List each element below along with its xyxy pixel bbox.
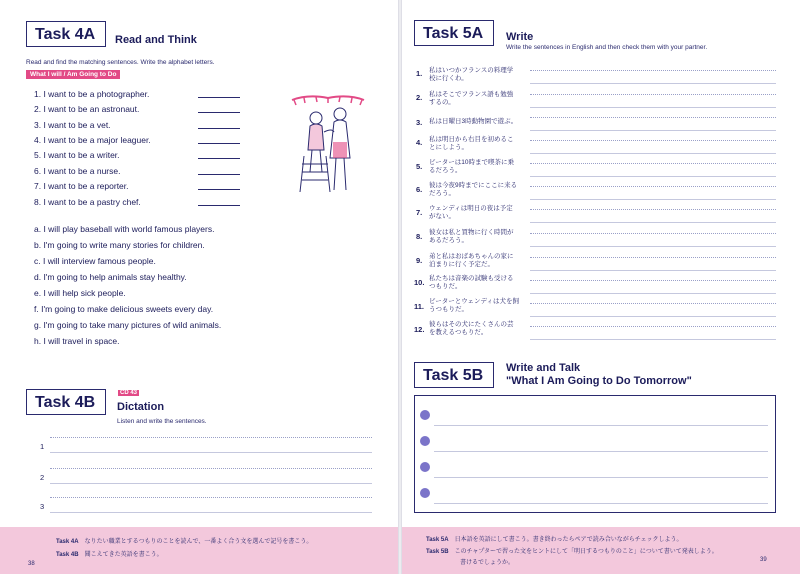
guide-line [530, 186, 776, 187]
guide-line [530, 94, 776, 95]
footer-tag: Task 4A [56, 539, 79, 545]
numbered-item-8: 8. I want to be a pastry chef. [34, 197, 141, 207]
write-line-11[interactable] [530, 316, 776, 317]
task-5a-instruction: Write the sentences in English and then check them with your partner. [506, 44, 708, 51]
guide-line [530, 117, 776, 118]
footer-row-2 [56, 549, 163, 558]
item-number: 1. [416, 69, 423, 78]
lettered-item-b: b. I'm going to write many stories for children. [34, 240, 205, 250]
dictation-number-2: 2 [40, 473, 45, 482]
task-5a-label: Task 5A [414, 20, 494, 46]
japanese-prompt: ピーターとウェンディは犬を飼うつもりだ。 [429, 298, 519, 313]
japanese-prompt: 私は明日から右目を初めることにしよう。 [429, 136, 514, 151]
task-5b-subtitle: "What I Am Going to Do Tomorrow" [506, 375, 692, 387]
numbered-item-5: 5. I want to be a writer. [34, 150, 120, 160]
guide-line [530, 140, 776, 141]
dictation-guide-line [50, 437, 372, 438]
task-4b-instruction: Listen and write the sentences. [117, 418, 207, 425]
task-4a-title: Read and Think [115, 34, 197, 46]
answer-blank-1[interactable] [198, 97, 240, 98]
japanese-prompt: 彼らはその犬にたくさんの芸を教えるつもりだ。 [429, 321, 514, 336]
answer-blank-5[interactable] [198, 158, 240, 159]
footer-tag: Task 5A [426, 537, 449, 543]
bullet-icon [420, 488, 430, 498]
footer-tag: Task 4B [56, 552, 79, 558]
item-number: 10. [414, 278, 425, 287]
lettered-item-g: g. I'm going to take many pictures of wild animals. [34, 320, 222, 330]
numbered-item-7: 7. I want to be a reporter. [34, 181, 129, 191]
dictation-guide-line [50, 497, 372, 498]
lettered-item-c: c. I will interview famous people. [34, 256, 156, 266]
dictation-number-3: 3 [40, 502, 45, 511]
footer-row-2 [426, 546, 718, 555]
write-line-2[interactable] [530, 107, 776, 108]
item-number: 4. [416, 138, 423, 147]
item-number: 5. [416, 162, 423, 171]
write-line-12[interactable] [530, 339, 776, 340]
numbered-item-4: 4. I want to be a major leaguer. [34, 135, 151, 145]
japanese-prompt: 私は日曜日3時動物園で遊ぶ。 [429, 118, 518, 125]
japanese-prompt: 彼は今夜9時までにここに来るだろう。 [429, 182, 518, 197]
page-number: 38 [28, 561, 35, 567]
japanese-prompt: 彼女は私と買物に行く時間があるだろう。 [429, 229, 514, 244]
lettered-item-d: d. I'm going to help animals stay healthy. [34, 272, 187, 282]
bullet-icon [420, 436, 430, 446]
write-line-9[interactable] [530, 270, 776, 271]
guide-line [530, 163, 776, 164]
illustration-figures-icon [288, 92, 368, 196]
item-number: 2. [416, 93, 423, 102]
footer-row-1 [426, 534, 683, 543]
dictation-write-line-2[interactable] [50, 483, 372, 484]
write-line-10[interactable] [530, 293, 776, 294]
talk-line-1[interactable] [434, 425, 768, 426]
cd-track-badge: CD 43 [120, 390, 138, 396]
task-4b-title: Dictation [117, 401, 165, 413]
lettered-item-a: a. I will play baseball with world famous players. [34, 224, 215, 234]
write-line-5[interactable] [530, 176, 776, 177]
guide-line [530, 257, 776, 258]
write-line-1[interactable] [530, 83, 776, 84]
guide-line [530, 303, 776, 304]
answer-blank-3[interactable] [198, 128, 240, 129]
talk-writing-frame [414, 395, 776, 513]
guide-line [530, 326, 776, 327]
answer-blank-6[interactable] [198, 174, 240, 175]
dictation-write-line-3[interactable] [50, 512, 372, 513]
footer-text: 日本語を英語にして書こう。書き終わったらペアで読み合いながらチェックしよう。 [454, 537, 683, 543]
japanese-prompt: 私たちは音楽の試験も受けるつもりだ。 [429, 275, 514, 290]
task-4a-instruction: Read and find the matching sentences. Write the alphabet letters. [26, 59, 215, 66]
numbered-item-3: 3. I want to be a vet. [34, 120, 111, 130]
japanese-prompt: 私はいつかフランスの料理学校に行くわ。 [429, 67, 514, 82]
guide-line [530, 209, 776, 210]
dictation-write-line-1[interactable] [50, 452, 372, 453]
left-footer [0, 527, 398, 574]
task-5b-label: Task 5B [414, 362, 494, 388]
footer-text: 書けるでしょうか。 [460, 560, 514, 566]
talk-line-4[interactable] [434, 503, 768, 504]
japanese-prompt: 私はそこでフランス語も勉強するの。 [429, 91, 514, 106]
footer-text: 聞こえてきた英語を書こう。 [84, 552, 163, 558]
numbered-item-2: 2. I want to be an astronaut. [34, 104, 140, 114]
write-line-7[interactable] [530, 222, 776, 223]
item-number: 7. [416, 208, 423, 217]
item-number: 8. [416, 232, 423, 241]
left-page [0, 0, 398, 574]
page-number: 39 [760, 557, 767, 563]
write-line-3[interactable] [530, 130, 776, 131]
lettered-item-f: f. I'm going to make delicious sweets every day. [34, 304, 214, 314]
task-4a-label: Task 4A [26, 21, 106, 47]
answer-blank-8[interactable] [198, 205, 240, 206]
bullet-icon [420, 410, 430, 420]
numbered-item-1: 1. I want to be a photographer. [34, 89, 150, 99]
footer-text: このチャプターで習った文をヒントにして「明日するつもりのこと」について書いて発表しよう。 [454, 549, 718, 555]
japanese-prompt: ピーターは10時まで喫茶に乗るだろう。 [429, 159, 514, 174]
write-line-6[interactable] [530, 199, 776, 200]
right-footer [402, 527, 800, 574]
item-number: 6. [416, 185, 423, 194]
task-5a-title: Write [506, 31, 534, 43]
lettered-item-h: h. I will travel in space. [34, 336, 120, 346]
numbered-item-6: 6. I want to be a nurse. [34, 166, 121, 176]
section-label: What I will / Am Going to Do [26, 70, 120, 79]
answer-blank-4[interactable] [198, 143, 240, 144]
dictation-number-1: 1 [40, 442, 45, 451]
item-number: 11. [414, 302, 425, 311]
footer-tag: Task 5B [426, 549, 449, 555]
talk-line-2[interactable] [434, 451, 768, 452]
bullet-icon [420, 462, 430, 472]
item-number: 3. [416, 118, 423, 127]
dictation-guide-line [50, 468, 372, 469]
item-number: 9. [416, 256, 423, 265]
task-4b-label: Task 4B [26, 389, 106, 415]
footer-row-3 [460, 557, 514, 566]
footer-row-1 [56, 536, 312, 545]
lettered-item-e: e. I will help sick people. [34, 288, 126, 298]
answer-blank-7[interactable] [198, 189, 240, 190]
japanese-prompt: 弟と私はおばあちゃんの家に泊まりに行く予定だ。 [429, 253, 514, 268]
footer-text: なりたい職業とするつもりのことを読んで、一番よく合う文を選んで記号を書こう。 [84, 539, 313, 545]
item-number: 12. [414, 325, 425, 334]
write-line-4[interactable] [530, 153, 776, 154]
answer-blank-2[interactable] [198, 112, 240, 113]
guide-line [530, 233, 776, 234]
guide-line [530, 280, 776, 281]
write-line-8[interactable] [530, 246, 776, 247]
guide-line [530, 70, 776, 71]
task-5b-title: Write and Talk [506, 362, 581, 374]
talk-line-3[interactable] [434, 477, 768, 478]
japanese-prompt: ウェンディは明日の夜は予定がない。 [429, 205, 513, 220]
